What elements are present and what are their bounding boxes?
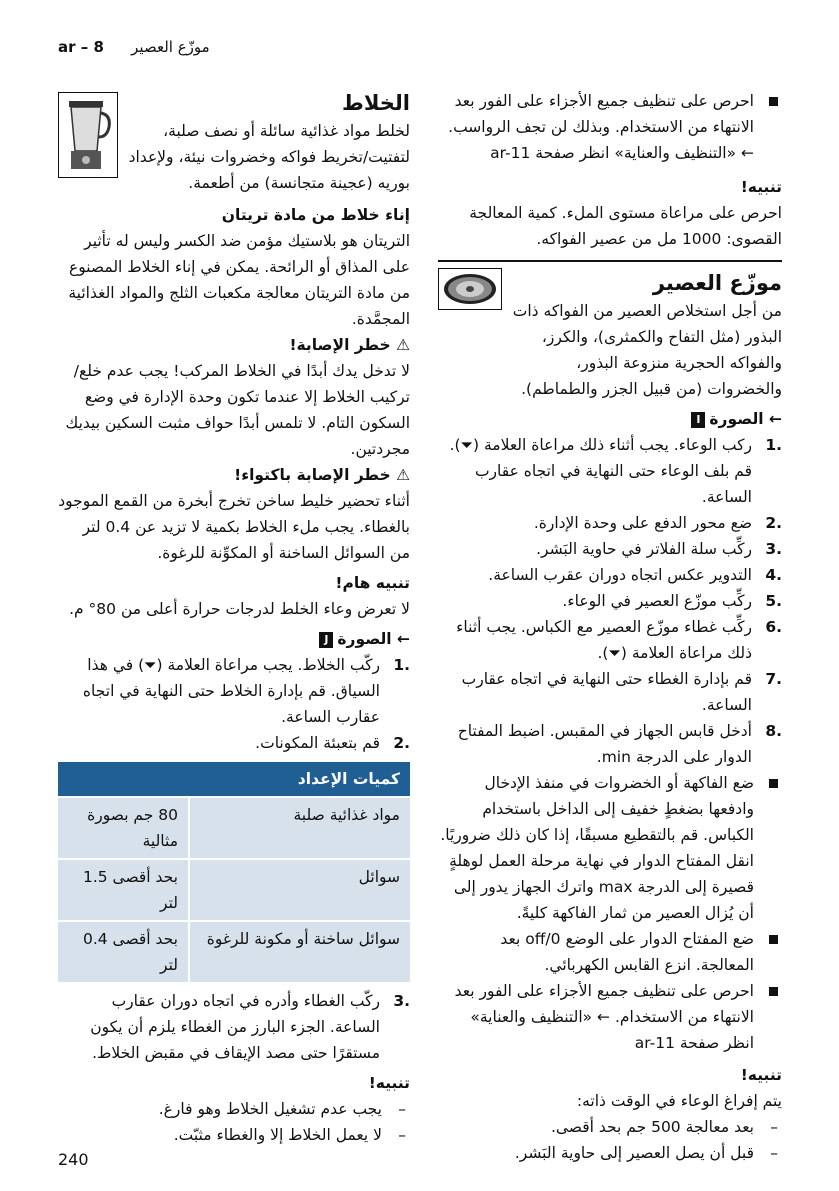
juicer-section bbox=[438, 268, 782, 402]
blender-figure-ref: ← الصورةJ bbox=[58, 626, 410, 652]
warning-burn-text: أثناء تحضير خليط ساخن تخرج أبخرة من القمع الموجود بالغطاء. يجب ملء الخلاط بكمية لا تزيد عن 0.4 لتر من السوائل الساخنة أو المكوِّنة للرغوة. bbox=[58, 492, 410, 562]
important-note-title: تنبيه هام! bbox=[335, 574, 410, 592]
page-number: 240 bbox=[58, 1150, 89, 1169]
blender-intro: لخلط مواد غذائية سائلة أو نصف صلبة، لتفتيت/تخريط فواكه وخضروات نيئة، ولإعداد بوريه (عجينة متجانسة) من أطعمة. bbox=[128, 122, 410, 192]
warning-injury-title: ⚠ خطر الإصابة! bbox=[289, 336, 410, 354]
table-row: سوائل بحد أقصى 1.5 لتر bbox=[58, 859, 410, 921]
juicer-disc-icon bbox=[439, 269, 501, 309]
left-column bbox=[58, 88, 410, 1148]
tritan-text: التريتان هو بلاستيك مؤمن ضد الكسر وليس له تأثير على المذاق أو الرائحة. يمكن في إناء الخلاط المصنوع من مادة التريتان معالجة مكعبات الثلج والمواد الغذائية المجمَّدة. bbox=[68, 232, 410, 328]
blender-step-2: 2. قم بتعبئة المكونات. bbox=[255, 734, 410, 752]
warning-burn-title: ⚠ خطر الإصابة باكتواء! bbox=[234, 466, 410, 484]
blender-note-title: تنبيه! bbox=[368, 1074, 410, 1092]
step-5: 5. ركِّب موزّع العصير في الوعاء. bbox=[562, 592, 782, 610]
blender-note-dash-2: – لا يعمل الخلاط إلا والغطاء مثبّت. bbox=[58, 1122, 410, 1148]
juicer-disc-image bbox=[438, 268, 502, 310]
warning-injury-text: لا تدخل يدك أبدًا في الخلاط المركب! يجب عدم خلع/تركيب الخلاط إلا عندما تكون وحدة الإدارة في وضع السكون التام. لا تلمس أبدًا حواف مثبت السكين بيديك مجردتين. bbox=[65, 362, 410, 458]
section-title: موزّع العصير bbox=[652, 271, 782, 295]
blender-icon bbox=[59, 93, 117, 177]
bullet-clean: احرص على تنظيف جميع الأجزاء على الفور بعد الانتهاء من الاستخدام. ← «التنظيف والعناية» انظر صفحة ar-11 bbox=[438, 978, 782, 1056]
bullet-insert-fruit: ضع الفاكهة أو الخضروات في منفذ الإدخال وادفعها بضغطٍ خفيف إلى الداخل باستخدام الكباس. قم بالتقطيع مسبقًا، إذا كان ذلك ضروريًا. انقل المفتاح الدوار في نهاية مرحلة العمل لوهلةٍ قصيرة إلى الدرجة max واترك الجهاز يدور إلى أن يُزال العصير من ثمار الفاكهة كليةً. bbox=[438, 770, 782, 926]
clean-bullet-top: احرص على تنظيف جميع الأجزاء على الفور بعد الانتهاء من الاستخدام. وبذلك لن تجف الرواسب. ← «التنظيف والعناية» انظر صفحة ar-11 bbox=[438, 88, 782, 166]
section-intro: من أجل استخلاص العصير من الفواكه ذات البذور (مثل التفاح والكمثرى)، والكرز، والفواكه الحجرية منزوعة البذور، والخضروات (من قبيل الجزر والطماطم). bbox=[512, 302, 782, 398]
step-1: 1. ركب الوعاء. يجب أثناء ذلك مراعاة العلامة (⏷). قم بلف الوعاء حتى النهاية في اتجاه عقارب الساعة. bbox=[449, 436, 782, 506]
step-2: 2. ضع محور الدفع على وحدة الإدارة. bbox=[533, 514, 782, 532]
blender-image bbox=[58, 92, 118, 178]
section-divider bbox=[438, 260, 782, 262]
note2-dash-1: – بعد معالجة 500 جم بحد أقصى. bbox=[438, 1114, 782, 1140]
blender-note-dash-1: – يجب عدم تشغيل الخلاط وهو فارغ. bbox=[58, 1096, 410, 1122]
section-code: ar – 8 bbox=[58, 38, 104, 56]
bullet-switch-off: ضع المفتاح الدوار على الوضع 0/off بعد المعالجة. انزع القابس الكهربائي. bbox=[438, 926, 782, 978]
quantities-table bbox=[58, 762, 410, 982]
right-column bbox=[438, 88, 782, 1166]
step-7: 7. قم بإدارة الغطاء حتى النهاية في اتجاه عقارب الساعة. bbox=[461, 670, 782, 714]
note-title: تنبيه! bbox=[740, 178, 782, 196]
note2-title: تنبيه! bbox=[740, 1066, 782, 1084]
table-row: سوائل ساخنة أو مكونة للرغوة بحد أقصى 0.4 لتر bbox=[58, 921, 410, 982]
important-note-text: لا تعرض وعاء الخلط لدرجات حرارة أعلى من 80° م. bbox=[69, 600, 410, 618]
blender-figure-letter: J bbox=[319, 632, 333, 648]
note-text: احرص على مراعاة مستوى الملء. كمية المعالجة القصوى: 1000 مل من عصير الفواكه. bbox=[469, 204, 782, 248]
table-header: كميات الإعداد bbox=[58, 762, 410, 797]
blender-step-1: 1. ركّب الخلاط. يجب مراعاة العلامة (⏷) في هذا السياق. قم بإدارة الخلاط حتى النهاية في اتجاه عقارب الساعة. bbox=[82, 656, 410, 726]
step-8: 8. أدخل قابس الجهاز في المقبس. اضبط المفتاح الدوار على الدرجة min. bbox=[457, 722, 782, 766]
steps-list bbox=[438, 432, 782, 770]
step-6: 6. ركِّب غطاء موزّع العصير مع الكباس. يجب أثناء ذلك مراعاة العلامة (⏷). bbox=[456, 618, 782, 662]
figure-letter: I bbox=[691, 412, 705, 428]
table-row: مواد غذائية صلبة 80 جم بصورة مثالية bbox=[58, 797, 410, 859]
page-header bbox=[58, 38, 358, 56]
step-3: 3. ركِّب سلة الفلاتر في حاوية البَشر. bbox=[536, 540, 782, 558]
note2-dash-2: – قبل أن يصل العصير إلى حاوية البَشر. bbox=[438, 1140, 782, 1166]
blender-title: الخلاط bbox=[342, 91, 410, 115]
blender-step-3: 3. ركّب الغطاء وأدره في اتجاه دوران عقارب الساعة. الجزء البارز من الغطاء يلزم أن يكون مستقرًا حتى مصد الإيقاف في مقبض الخلاط. bbox=[90, 992, 410, 1062]
header-title: موزّع العصير bbox=[131, 38, 210, 56]
tritan-title: إناء خلاط من مادة تريتان bbox=[221, 206, 410, 224]
blender-section bbox=[58, 88, 410, 196]
step-4: 4. التدوير عكس اتجاه دوران عقرب الساعة. bbox=[488, 566, 782, 584]
figure-ref: ← الصورةI bbox=[438, 406, 782, 432]
note2-text: يتم إفراغ الوعاء في الوقت ذاته: bbox=[576, 1092, 782, 1110]
